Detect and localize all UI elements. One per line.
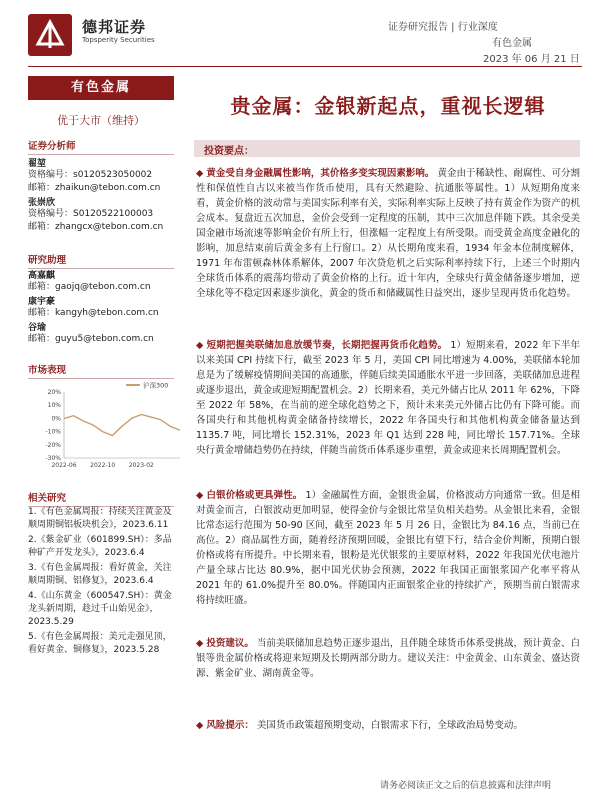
sector-band: 有色金属 (28, 76, 174, 100)
paragraph-short-long-term (196, 338, 580, 458)
related-item[interactable]: 1.《有色金属周报：持续关注黄金及顺周期铜铝板块机会》，2023.6.11 (28, 507, 172, 530)
paragraph-body: 1）金融属性方面，金银贵金属，价格波动方向通常一致。但是相对黄金而言，白银波动更加明显，使得金价与金银比常呈负相关趋势。从金银比来看，金银比常态运行范围为 50-90 区间，截至 2023 年 5 月 26 日，金银比为 84.16 点，当前已在高位。2）商品属性方面，随着经济预期回暖，金银比有望下行，结合金价判断，预期白银价格或将有所提升。中长期来看，银粉是光伏银浆的主要原材料，2022 年我国光伏电池片产量全球占比达 80.9%，据中国光伏协会预测，2022 年我国正面银浆国产化率平将从 2021 年的 61.0%提升至 80.0%。伴随国内正面银浆企业的持续扩产，预期当前白银需求将持续旺盛。 (196, 490, 580, 606)
paragraph-investment-advice (196, 636, 580, 681)
bullet-icon: ◆ (196, 720, 204, 731)
analysts-heading: 证券分析师 (28, 138, 174, 155)
report-title: 贵金属：金银新起点，重视长逻辑 (230, 94, 546, 118)
bullet-icon: ◆ (196, 340, 204, 351)
legend-label: 沪深300 (143, 381, 169, 390)
analyst-cert: 资格编号：s0120523050002 (28, 170, 153, 180)
assistant-name: 康宇豪 (28, 297, 56, 307)
paragraph-lead: 短期把握美联储加息放缓节奏，长期把握再货币化趋势。 (206, 340, 448, 351)
header-divider (28, 66, 582, 67)
rating: 优于大市（维持） (57, 114, 145, 127)
assistants-heading: 研究助理 (28, 252, 174, 269)
footer-disclaimer: 请务必阅读正文之后的信息披露和法律声明 (380, 781, 552, 791)
paragraph-silver (196, 488, 580, 608)
y-tick-label: -30% (45, 455, 61, 462)
paragraph-body: 当前美联储加息趋势正逐步退出，且伴随全球货币体系受挑战，预计黄金、白银等贵金属价格或将迎来短期及长期两部分助力。建议关注：中金黄金、山东黄金、盛达资源、紫金矿业、湖南黄金等。 (196, 638, 580, 679)
bullet-icon: ◆ (196, 490, 204, 501)
related-list (28, 506, 180, 659)
key-points-label: 投资要点： (204, 146, 254, 157)
y-tick-label: 10% (47, 402, 61, 410)
paragraph-lead: 风险提示： (206, 720, 254, 731)
assistant-email[interactable]: 邮箱：kangyh@tebon.com.cn (28, 308, 159, 318)
logo-text: 德邦证券 (82, 18, 147, 36)
series-line (64, 414, 180, 435)
assistant-name: 高嘉麒 (28, 271, 56, 281)
paragraph-lead: 白银价格或更具弹性。 (206, 490, 303, 501)
assistant-email[interactable]: 邮箱：guyu5@tebon.com.cn (28, 334, 154, 344)
paragraph-body: 黄金由于稀缺性、耐腐性、可分割性和保值性自古以来被当作货币使用，具有天然避险、抗通胀等属性。1）从短期角度来看，黄金价格的波动常与美国实际利率有关，实际利率实际上反映了持有黄金作为资产的机会成本。复盘近五次加息，金价会受到一定程度的压制，其中三次加息伴随下跌。其余受美国金融市场流速等影响金价有所上行，但涨幅一定程度上有所受限。而受黄金高度金融化的影响，加息结束前后黄金多有上行窗口。2）从长期角度来看，1934 年金本位制度解体，1971 年布雷顿森林体系解体，2007 年次贷危机之后实际利率持续下行，上述三个时期内全球货币体系的震荡均带动了黄金价格的上行。近十年内，全球央行黄金储备逐步增加，逆全球化等不稳定因素逐步演化，黄金的货币和储藏属性日益突出，逐步呈现再货币化趋势。 (196, 168, 580, 299)
assistants-list (28, 268, 178, 346)
market-heading: 市场表现 (28, 362, 174, 379)
paragraph-lead: 黄金受自身金融属性影响，其价格多变实现因素影响。 (206, 168, 435, 179)
report-date: 2023 年 06 月 21 日 (483, 54, 580, 65)
y-tick-label: 20% (47, 389, 61, 396)
logo-mark (28, 14, 72, 56)
paragraph-body: 美国货币政策超预期变动，白银需求下行，全球政治局势变动。 (256, 720, 523, 731)
assistant-name: 谷瑜 (28, 323, 47, 333)
y-tick-label: -10% (45, 428, 61, 436)
analysts-list (28, 156, 178, 234)
paragraph-risk (196, 718, 580, 733)
analyst-name: 翟堃 (28, 159, 47, 169)
header-sector: 有色金属 (492, 38, 532, 49)
paragraph-gold-properties (196, 166, 580, 301)
bullet-icon: ◆ (196, 638, 204, 649)
x-tick-label: 2022-10 (90, 462, 116, 469)
y-tick-label: -20% (45, 441, 61, 449)
paragraph-body: 1）短期来看，2022 年下半年以来美国 CPI 持续下行，截至 2023 年 5 月，美国 CPI 同比增速为 4.00%，美联储本轮加息是为了缓解疫情期间美国的高通胀，伴随后续美国通胀水平进一步回落，美联储加息进程或逐步退出，黄金或迎短期配置机会。2）长期来看，美元外储占比从 2011 年 62%，下降至 2022 年 58%，在当前的逆全球化趋势之下，预计未来美元外储占比仍有下降可能。而各国央行和其他机构黄金储备持续增长，2022 年各国央行和其他机构黄金储备量达到 1135.7 吨，同比增长 152.31%，2023 年 Q1 达到 228 吨，同比增长 157.71%。全球央行黄金增储趋势仍在持续，伴随当前货币体系逐步重塑，黄金或迎来长周期配置机会。 (196, 340, 580, 456)
logo-english: Topsperity Securities (82, 36, 155, 44)
paragraph-lead: 投资建议。 (206, 638, 254, 649)
related-item[interactable]: 5.《有色金属周报：美元走强见顶，看好黄金、铜修复》，2023.5.28 (28, 632, 172, 655)
related-item[interactable]: 3.《有色金属周报：看好黄金，关注顺周期铜、铝修复》，2023.6.4 (28, 563, 172, 586)
bullet-icon: ◆ (196, 168, 204, 179)
analyst-email[interactable]: 邮箱：zhaikun@tebon.com.cn (28, 183, 161, 193)
related-item[interactable]: 4.《山东黄金（600547.SH）：黄金龙头新周期，趁过千山始见金》，2023.5.29 (28, 591, 172, 627)
related-item[interactable]: 2.《紫金矿业（601899.SH）：多品种矿产开发龙头》，2023.6.4 (28, 535, 172, 558)
y-tick-label: 0% (51, 415, 61, 423)
market-performance-chart (34, 378, 186, 474)
x-tick-label: 2022-06 (51, 462, 77, 469)
analyst-cert: 资格编号：S0120522100003 (28, 209, 154, 219)
related-heading: 相关研究 (28, 490, 174, 507)
assistant-email[interactable]: 邮箱：gaojq@tebon.com.cn (28, 282, 151, 292)
report-type: 证券研究报告 | 行业深度 (388, 22, 498, 33)
x-tick-label: 2023-02 (128, 462, 154, 469)
analyst-name: 张崇欣 (28, 198, 56, 208)
analyst-email[interactable]: 邮箱：zhangcx@tebon.com.cn (28, 222, 164, 232)
